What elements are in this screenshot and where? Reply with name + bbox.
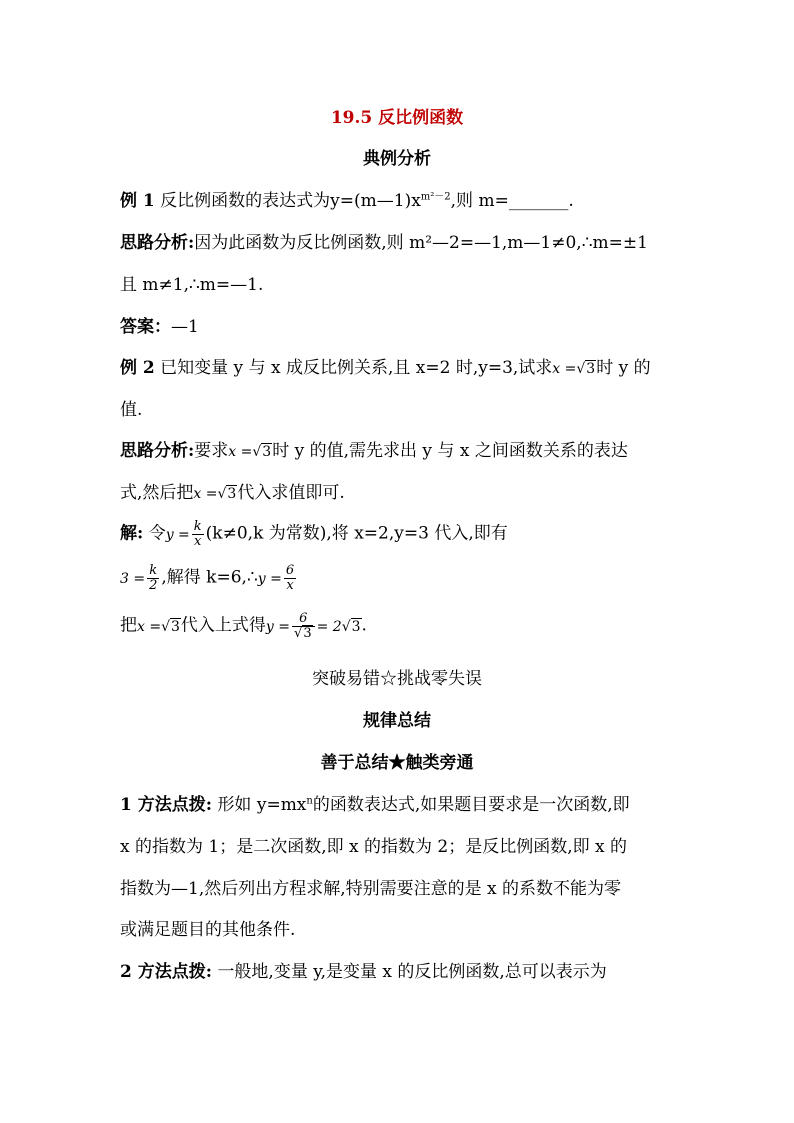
fraction-denominator: x xyxy=(286,578,294,593)
method-1-line-4: 或满足题目的其他条件. xyxy=(120,920,296,940)
sqrt-3: √3 xyxy=(341,618,361,635)
fraction-6-sqrt3 xyxy=(292,612,315,641)
math-x-eq: x = xyxy=(228,444,253,460)
sqrt-3: √3 xyxy=(252,444,272,460)
math-3-eq-k-over-2 xyxy=(120,563,161,593)
math-y-eq: y = xyxy=(257,570,282,587)
fraction-numerator: k xyxy=(193,519,202,534)
fraction-k-x xyxy=(192,520,204,549)
analysis-2-line-1 xyxy=(120,441,680,462)
math-eq-two: = 2 xyxy=(316,618,342,635)
tip-line: 突破易错☆挑战零失误 xyxy=(312,669,482,689)
example-2-text: 已知变量 y 与 x 成反比例关系,且 x=2 时,y=3,试求 xyxy=(160,358,553,378)
page-title: 19.5 反比例函数 xyxy=(330,108,464,128)
example-2-label: 例 2 xyxy=(120,358,155,378)
example-1-text: 反比例函数的表达式为y=(m—1)x xyxy=(160,191,421,211)
example-1-label: 例 1 xyxy=(120,191,155,211)
sqrt-3: √3 xyxy=(217,486,237,502)
radicand: 3 xyxy=(227,486,237,502)
example-1-tail: ,则 m=_______. xyxy=(450,191,574,211)
answer-1 xyxy=(120,317,680,337)
method-2-line-1 xyxy=(120,962,680,982)
radicand: 3 xyxy=(351,618,361,635)
fraction-denominator: x xyxy=(194,534,202,549)
solution-line-2 xyxy=(120,564,680,593)
analysis-1-label: 思路分析: xyxy=(120,233,195,253)
solution-text-c: ,解得 k=6,∴ xyxy=(161,567,258,588)
math-three-eq: 3 = xyxy=(120,570,146,587)
method-1-line-2: x 的指数为 1；是二次函数,即 x 的指数为 2；是反比例函数,即 x 的 xyxy=(120,837,628,857)
fraction-numerator: 6 xyxy=(292,612,315,627)
method-1-exponent: n xyxy=(306,795,313,807)
fraction-denominator xyxy=(292,627,315,641)
analysis-2-text-a: 要求 xyxy=(194,441,229,461)
section-heading-rules: 规律总结 xyxy=(363,711,431,731)
solution-text-e: 代入上式得 xyxy=(180,615,266,636)
method-1-text-b: 的函数表达式,如果题目要求是一次函数,即 xyxy=(312,795,630,815)
solution-text-d: 把 xyxy=(120,615,137,636)
solution-text-b: (k≠0,k 为常数),将 x=2,y=3 代入,即有 xyxy=(205,523,508,544)
fraction-numerator: k xyxy=(147,564,159,579)
analysis-2-label: 思路分析: xyxy=(120,441,195,461)
analysis-2-line-2 xyxy=(120,483,680,504)
method-1-line-3: 指数为—1,然后列出方程求解,特别需要注意的是 x 的系数不能为零 xyxy=(120,879,622,899)
math-y-result xyxy=(265,611,362,641)
example-1 xyxy=(120,191,680,211)
radicand: 3 xyxy=(171,618,180,635)
example-2-text-b: 时 y 的 xyxy=(596,358,651,378)
section-subheading-rules: 善于总结★触类旁通 xyxy=(320,753,474,773)
solution-text-a: 令 xyxy=(148,523,166,544)
radicand: 3 xyxy=(586,361,596,377)
math-x-eq: x = xyxy=(137,618,162,635)
math-x-sqrt3 xyxy=(552,361,596,377)
analysis-2-text-c: 式,然后把 xyxy=(120,483,194,503)
sqrt-3: √3 xyxy=(294,626,312,641)
section-heading-examples: 典例分析 xyxy=(363,149,431,169)
answer-1-value: —1 xyxy=(171,317,199,337)
radicand: 3 xyxy=(262,444,272,460)
math-y-k-over-x xyxy=(165,519,206,549)
sqrt-3: √3 xyxy=(576,361,596,377)
analysis-2-text-d: 代入求值即可. xyxy=(237,483,345,503)
math-x-sqrt3 xyxy=(193,486,237,502)
radicand: 3 xyxy=(303,626,312,641)
example-2-line-2: 值. xyxy=(120,400,143,420)
fraction-denominator: 2 xyxy=(149,578,158,593)
method-1-label: 1 方法点拨: xyxy=(120,795,213,815)
math-x-eq: x = xyxy=(552,361,577,377)
math-x-sqrt3 xyxy=(228,444,272,460)
method-2-text: 一般地,变量 y,是变量 x 的反比例函数,总可以表示为 xyxy=(217,962,607,982)
math-y-eq: y = xyxy=(265,618,291,635)
fraction-k-2 xyxy=(147,564,159,593)
method-1-line-1 xyxy=(120,795,680,815)
sqrt-3: √3 xyxy=(161,618,180,635)
example-1-exponent: m²－2 xyxy=(420,191,451,203)
math-x-sqrt3 xyxy=(137,619,181,635)
fraction-6-x xyxy=(284,564,296,593)
solution-label: 解: xyxy=(120,523,144,544)
math-y-eq: y = xyxy=(165,526,190,543)
analysis-1-line-1 xyxy=(120,233,680,253)
analysis-1-line-2: 且 m≠1,∴m=—1. xyxy=(120,275,264,295)
math-x-eq: x = xyxy=(193,486,218,502)
solution-line-3 xyxy=(120,612,680,641)
method-1-text-a: 形如 y=mx xyxy=(217,795,307,815)
math-y-6-over-x xyxy=(257,563,298,593)
analysis-2-text-b: 时 y 的值,需先求出 y 与 x 之间函数关系的表达 xyxy=(272,441,628,461)
period: . xyxy=(361,615,367,636)
answer-1-label: 答案： xyxy=(120,317,171,337)
method-2-label: 2 方法点拨: xyxy=(120,962,213,982)
fraction-numerator: 6 xyxy=(285,563,295,578)
analysis-1-text: 因为此函数为反比例函数,则 m²—2=—1,m—1≠0,∴m=±1 xyxy=(194,233,648,253)
example-2-line-1 xyxy=(120,358,680,379)
solution-line-1 xyxy=(120,520,680,549)
